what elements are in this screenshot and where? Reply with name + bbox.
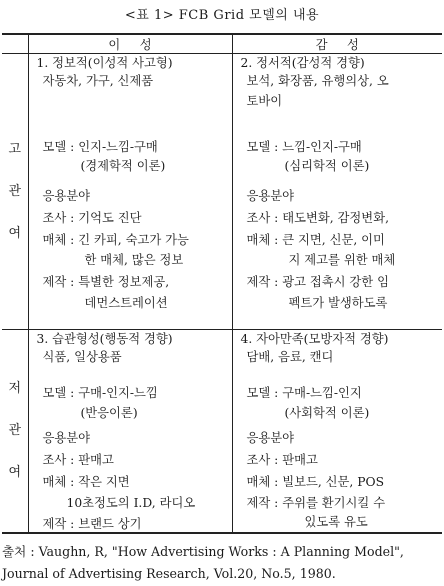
cell-habitual: 3. 습관형성(행동적 경향) 식품, 일상용품 모델 : 구매-인지-느낌 (반응이론) 응용분야 조사 : 판매고 매체 : 작은 지면 10초정도의 I.D, 라디오 제작 : 브랜드 상기 <box>28 330 232 534</box>
row-label-low-involvement: 저 관 여 <box>2 330 28 534</box>
header-corner <box>2 34 28 54</box>
table-caption: <표 1> FCB Grid 모델의 내용 <box>124 8 320 23</box>
table-row-high-involvement <box>2 54 442 330</box>
row-label-high-involvement: 고 관 여 <box>2 54 28 330</box>
source-line-2: Journal of Advertising Research, Vol.20, No.5, 1980. <box>2 566 336 581</box>
cell-informative: 1. 정보적(이성적 사고형) 자동차, 가구, 신제품 모델 : 인지-느낌-구매 (경제학적 이론) 응용분야 조사 : 기억도 진단 매체 : 긴 카피, 숙고가 가능 한 매체, 많은 정보 제작 : 특별한 정보제공, 데먼스트레이션 <box>28 54 232 330</box>
source-line-1: 출처 : Vaughn, R, "How Advertising Works : A Planning Model", <box>2 544 404 559</box>
cell-affective: 2. 정서적(감성적 경향) 보석, 화장품, 유행의상, 오 토바이 모델 : 느낌-인지-구매 (심리학적 이론) 응용분야 조사 : 태도변화, 감정변화, 매체 : 큰 지면, 신문, 이미 지 제고를 위한 매체 제작 : 광고 접촉시 강한 임 펙트가 발생하도록 <box>232 54 442 330</box>
cell-self-satisfaction: 4. 자아만족(모방자적 경향) 담배, 음료, 캔디 모델 : 구매-느낌-인지 (사회학적 이론) 응용분야 조사 : 판매고 매체 : 빌보드, 신문, POS 제작 : 주위를 환기시킬 수 있도록 유도 <box>232 330 442 534</box>
header-rational: 이 성 <box>28 34 232 54</box>
source-citation <box>2 541 444 585</box>
fcb-grid-table <box>2 33 442 534</box>
header-emotional: 감 성 <box>232 34 442 54</box>
table-header-row <box>2 34 442 54</box>
table-row-low-involvement <box>2 330 442 534</box>
